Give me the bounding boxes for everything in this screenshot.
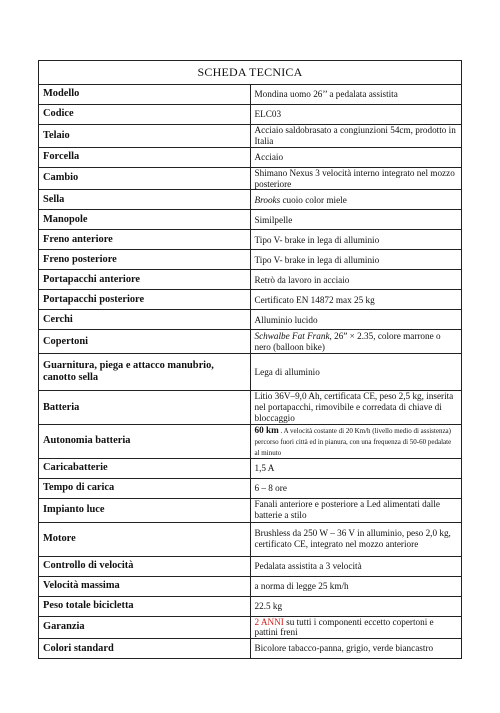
row-label: Sella (39, 190, 251, 210)
row-value: Mondina uomo 26’’ a pedalata assistita (250, 85, 462, 105)
row-label: Motore (39, 522, 251, 556)
table-row (39, 556, 462, 576)
row-value: Pedalata assistita a 3 velocità (250, 556, 462, 576)
row-value: Fanali anteriore e posteriore a Led alimentati dalle batterie a stilo (250, 498, 462, 522)
table-row (39, 190, 462, 210)
row-label: Controllo di velocità (39, 556, 251, 576)
row-value (250, 190, 462, 210)
table-row (39, 105, 462, 125)
row-value: 6 – 8 ore (250, 478, 462, 498)
table-row (39, 310, 462, 330)
row-label: Batteria (39, 391, 251, 425)
row-label: Copertoni (39, 330, 251, 354)
row-label: Portapacchi anteriore (39, 270, 251, 290)
row-label: Guarnitura, piega e attacco manubrio, canotto sella (39, 354, 251, 391)
table-row (39, 85, 462, 105)
row-value: 22.5 kg (250, 596, 462, 616)
row-value: Brushless da 250 W – 36 V in alluminio, peso 2,0 kg, certificato CE, integrato nel mozzo anteriore (250, 522, 462, 556)
row-label: Colori standard (39, 639, 251, 659)
row-label: Manopole (39, 210, 251, 230)
row-value: a norma di legge 25 km/h (250, 576, 462, 596)
row-value: ELC03 (250, 105, 462, 125)
range-value: 60 km (254, 425, 279, 436)
brand-name: Schwalbe Fat Frank, (254, 331, 332, 342)
row-value: Certificato EN 14872 max 25 kg (250, 290, 462, 310)
row-label: Cerchi (39, 310, 251, 330)
row-label: Codice (39, 105, 251, 125)
row-label: Peso totale bicicletta (39, 596, 251, 616)
table-row (39, 330, 462, 354)
row-value: Tipo V- brake in lega di alluminio (250, 250, 462, 270)
row-label: Impianto luce (39, 498, 251, 522)
table-row (39, 290, 462, 310)
table-row (39, 270, 462, 290)
table-row (39, 250, 462, 270)
warranty-highlight: 2 ANNI (254, 616, 284, 627)
tech-spec-table (38, 60, 462, 659)
table-row (39, 230, 462, 250)
row-label: Modello (39, 85, 251, 105)
row-value: Shimano Nexus 3 velocità interno integrato nel mozzo posteriore (250, 167, 462, 190)
row-label: Freno anteriore (39, 230, 251, 250)
row-value (250, 616, 462, 639)
table-row (39, 458, 462, 478)
value-text: 26” × 2.35, colore marrone o nero (balloon bike) (254, 331, 441, 352)
row-value: Tipo V- brake in lega di alluminio (250, 230, 462, 250)
value-text: su tutti i componenti eccetto copertoni e pattini freni (254, 616, 434, 638)
table-row (39, 596, 462, 616)
row-value (250, 425, 462, 459)
brand-name: Brooks (254, 194, 281, 205)
table-row (39, 125, 462, 148)
table-row (39, 639, 462, 659)
row-value: Alluminio lucido (250, 310, 462, 330)
row-label: Caricabatterie (39, 458, 251, 478)
row-value: Lega di alluminio (250, 354, 462, 391)
row-value: Similpelle (250, 210, 462, 230)
row-value: Litio 36V–9,0 Ah, certificata CE, peso 2,5 kg, inserita nel portapacchi, rimovibile e corredata di chiave di bloccaggio (250, 391, 462, 425)
table-title: SCHEDA TECNICA (39, 61, 462, 85)
table-row (39, 576, 462, 596)
row-value: Retrò da lavoro in acciaio (250, 270, 462, 290)
row-label: Autonomia batteria (39, 425, 251, 459)
table-row (39, 522, 462, 556)
table-row (39, 354, 462, 391)
value-text: cuoio color miele (280, 194, 347, 205)
table-row (39, 616, 462, 639)
row-label: Telaio (39, 125, 251, 148)
row-label: Cambio (39, 167, 251, 190)
table-row (39, 210, 462, 230)
row-label: Freno posteriore (39, 250, 251, 270)
row-value: 1,5 A (250, 458, 462, 478)
row-value: Acciaio saldobrasato a congiunzioni 54cm, prodotto in Italia (250, 125, 462, 148)
row-label: Garanzia (39, 616, 251, 639)
table-row (39, 425, 462, 459)
range-note: . A velocità costante di 20 Km/h (livello medio di assistenza) percorso fuori città ed in pianura, con una frequenza di 50-60 pedalate al minuto (254, 427, 452, 457)
row-label: Tempo di carica (39, 478, 251, 498)
row-label: Forcella (39, 147, 251, 167)
row-label: Velocità massima (39, 576, 251, 596)
table-row (39, 391, 462, 425)
row-value (250, 330, 462, 354)
table-row (39, 478, 462, 498)
table-header-row (39, 61, 462, 85)
row-label: Portapacchi posteriore (39, 290, 251, 310)
table-row (39, 147, 462, 167)
row-value: Bicolore tabacco-panna, grigio, verde biancastro (250, 639, 462, 659)
table-row (39, 167, 462, 190)
row-value: Acciaio (250, 147, 462, 167)
table-row (39, 498, 462, 522)
